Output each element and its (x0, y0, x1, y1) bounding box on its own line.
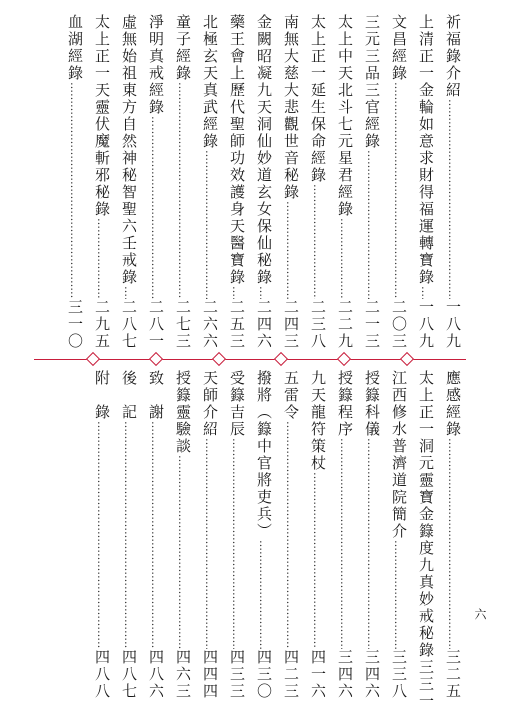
leader-dots (223, 438, 250, 649)
toc-entry[interactable] (331, 370, 358, 700)
entry-page: 二一三 (363, 299, 381, 350)
toc-bottom-section (34, 370, 466, 710)
entry-title: 天師介紹 (201, 370, 219, 438)
entry-page: 四二三 (282, 649, 300, 700)
toc-entry[interactable] (169, 370, 196, 700)
toc-entry[interactable] (304, 370, 331, 700)
leader-dots (331, 438, 358, 649)
entry-title: 太上正一天靈伏魔斬邪秘錄 (93, 14, 111, 218)
divider-knot-icon (86, 352, 100, 366)
toc-entry[interactable] (277, 14, 304, 350)
entry-title: 血湖經錄 (66, 14, 84, 82)
leader-dots (142, 421, 169, 649)
leader-dots (142, 116, 169, 299)
entry-title: 授籙程序 (336, 370, 354, 438)
leader-dots (439, 99, 466, 299)
leader-dots (88, 421, 115, 649)
entry-title: 授籙科儀 (363, 370, 381, 438)
divider-line (34, 359, 89, 360)
toc-entry[interactable] (439, 14, 466, 350)
divider-line (223, 359, 278, 360)
entry-page: 三三八 (390, 649, 408, 700)
toc-entry[interactable] (385, 14, 412, 350)
divider-line (348, 359, 403, 360)
entry-page: 三二五 (444, 649, 462, 700)
divider-knot-icon (149, 352, 163, 366)
entry-title: 南無大慈大悲觀世音秘錄 (282, 14, 300, 201)
toc-entry[interactable] (196, 14, 223, 350)
entry-title: 致 謝 (147, 370, 165, 421)
toc-entry[interactable] (250, 370, 277, 700)
leader-dots (250, 540, 277, 649)
leader-dots (223, 286, 250, 299)
divider-line (285, 359, 340, 360)
entry-page: 四三〇 (255, 649, 273, 700)
toc-entry[interactable] (115, 14, 142, 350)
entry-title: 淨明真戒經錄 (147, 14, 165, 116)
leader-dots (250, 286, 277, 299)
entry-page: 二九五 (93, 299, 111, 350)
entry-title: 受籙吉辰 (228, 370, 246, 438)
leader-dots (169, 455, 196, 649)
entry-page: 二三八 (309, 299, 327, 350)
entry-title: 北極玄天真武經錄 (201, 14, 219, 150)
leader-dots (196, 438, 223, 649)
toc-entry[interactable] (385, 370, 412, 700)
toc-entry[interactable] (61, 14, 88, 350)
entry-title: 祈福錄介紹 (444, 14, 462, 99)
entry-title: 三元三品三官經錄 (363, 14, 381, 150)
entry-page: 二八七 (120, 299, 138, 350)
entry-page: 二七三 (174, 299, 192, 350)
entry-page: 二四六 (255, 299, 273, 350)
entry-page: 四三三 (228, 649, 246, 700)
leader-dots (385, 82, 412, 299)
toc-entry[interactable] (412, 370, 439, 710)
entry-title: 應感經錄 (444, 370, 462, 438)
leader-dots (88, 218, 115, 299)
toc-entry[interactable] (304, 14, 331, 350)
divider-knot-icon (337, 352, 351, 366)
entry-page: 二二九 (336, 299, 354, 350)
toc-top-section (34, 14, 466, 350)
divider-line (160, 359, 215, 360)
toc-entry[interactable] (277, 370, 304, 700)
entry-page: 二四三 (282, 299, 300, 350)
entry-title: 虛無始祖東方自然神秘智聖六壬戒錄 (120, 14, 138, 286)
entry-title: 藥王會上歷代聖師功效護身天醫寶錄 (228, 14, 246, 286)
leader-dots (331, 218, 358, 299)
ornamental-divider (34, 352, 466, 366)
leader-dots (358, 438, 385, 649)
entry-title: 九天龍符策杖 (309, 370, 327, 472)
toc-entry[interactable] (331, 14, 358, 350)
entry-page: 一八九 (417, 299, 435, 350)
entry-page: 四四四 (201, 649, 219, 700)
leader-dots (196, 150, 223, 299)
entry-page: 四六三 (174, 649, 192, 700)
entry-title: 五雷令 (282, 370, 300, 421)
entry-page: 四八八 (93, 649, 111, 700)
entry-title: 太上正一延生保命經錄 (309, 14, 327, 184)
page-folio-number: 六 (473, 608, 487, 620)
toc-entry[interactable] (142, 14, 169, 350)
divider-line (411, 359, 466, 360)
leader-dots (115, 421, 142, 649)
toc-entry[interactable] (358, 370, 385, 700)
entry-title: 太上正一洞元靈寶金籙度九真妙戒秘錄 (417, 370, 435, 659)
toc-entry[interactable] (88, 14, 115, 350)
divider-knot-icon (212, 352, 226, 366)
toc-entry[interactable] (196, 370, 223, 700)
entry-title: 江西修水普濟道院簡介 (390, 370, 408, 540)
toc-entry[interactable] (358, 14, 385, 350)
entry-page: 三一〇 (66, 299, 84, 350)
leader-dots (412, 286, 439, 299)
toc-entry[interactable] (142, 370, 169, 700)
entry-title: 撥將（籙中官將吏兵） (255, 370, 273, 540)
toc-entry[interactable] (88, 370, 115, 700)
divider-knot-icon (400, 352, 414, 366)
entry-title: 附 錄 (93, 370, 111, 421)
entry-title: 文昌經錄 (390, 14, 408, 82)
leader-dots (304, 472, 331, 649)
divider-knot-icon (274, 352, 288, 366)
entry-page: 四一六 (309, 649, 327, 700)
leader-dots (385, 540, 412, 649)
entry-page: 四八七 (120, 649, 138, 700)
entry-title: 上清正一金輪如意求財得福運轉寶錄 (417, 14, 435, 286)
leader-dots (277, 201, 304, 299)
leader-dots (439, 438, 466, 649)
leader-dots (115, 286, 142, 299)
entry-page: 三三一 (417, 659, 435, 710)
leader-dots (277, 421, 304, 649)
toc-entry[interactable] (439, 370, 466, 700)
toc-entry[interactable] (115, 370, 142, 700)
leader-dots (358, 150, 385, 299)
entry-title: 金闕昭凝九天洞仙妙道玄女保仙秘錄 (255, 14, 273, 286)
entry-page: 二五三 (228, 299, 246, 350)
entry-page: 二〇三 (390, 299, 408, 350)
entry-page: 三四六 (336, 649, 354, 700)
entry-title: 太上中天北斗七元星君經錄 (336, 14, 354, 218)
entry-page: 四八六 (147, 649, 165, 700)
entry-title: 童子經錄 (174, 14, 192, 82)
toc-entry[interactable] (250, 14, 277, 350)
entry-page: 一八九 (444, 299, 462, 350)
entry-title: 後 記 (120, 370, 138, 421)
toc-entry[interactable] (223, 14, 250, 350)
entry-page: 二六六 (201, 299, 219, 350)
entry-title: 授籙靈驗談 (174, 370, 192, 455)
leader-dots (169, 82, 196, 299)
leader-dots (61, 82, 88, 299)
leader-dots (304, 184, 331, 299)
entry-page: 二八一 (147, 299, 165, 350)
toc-entry[interactable] (412, 14, 439, 350)
toc-entry[interactable] (223, 370, 250, 700)
toc-entry[interactable] (169, 14, 196, 350)
divider-line (97, 359, 152, 360)
entry-page: 三四六 (363, 649, 381, 700)
